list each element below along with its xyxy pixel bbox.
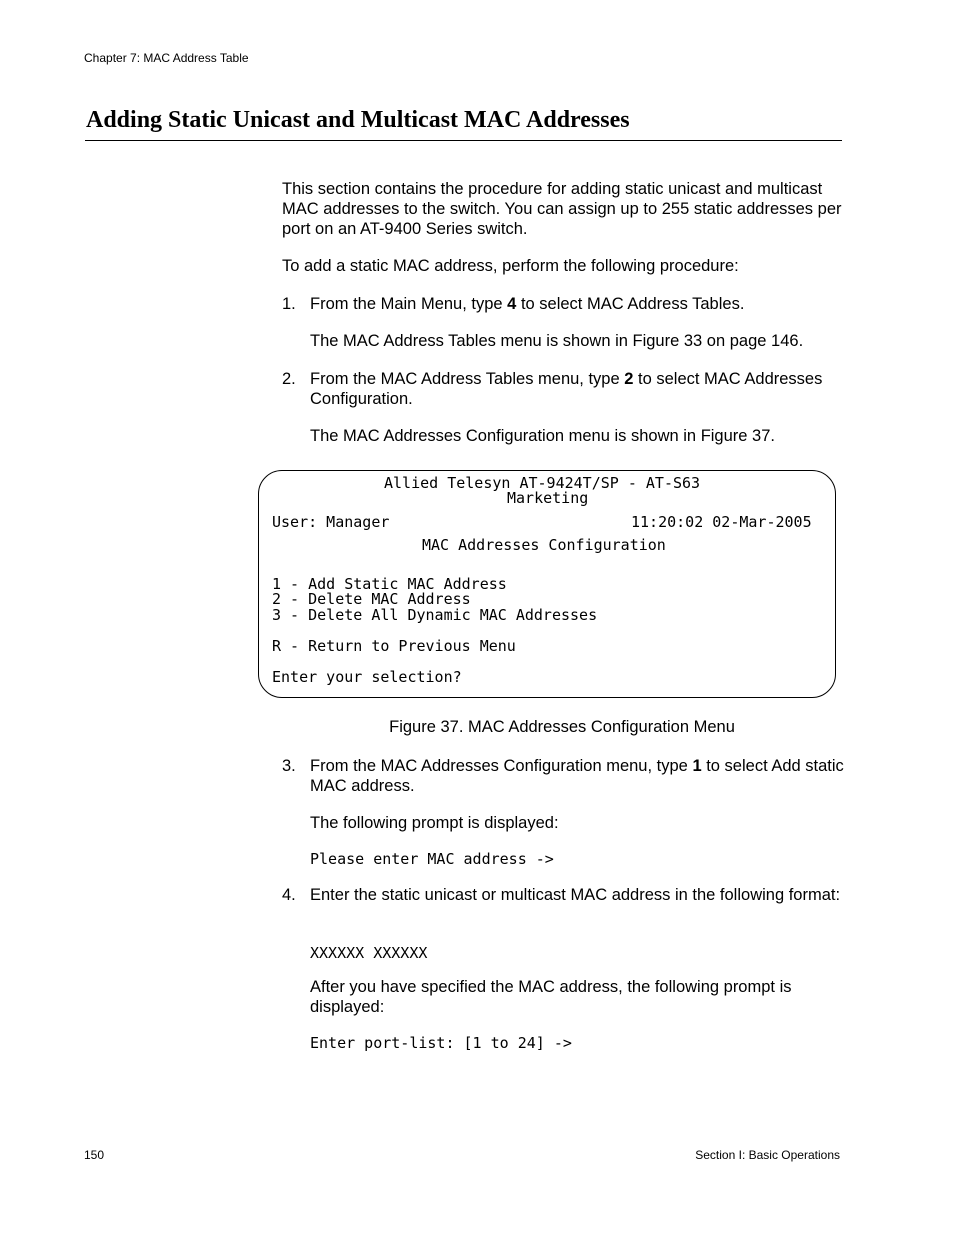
page-number: 150	[84, 1148, 105, 1162]
terminal-option-2: 2 - Delete MAC Address	[272, 590, 471, 608]
terminal-return-option: R - Return to Previous Menu	[272, 637, 516, 655]
step-3-text: From the MAC Addresses Configuration menu, type 1 to select Add static MAC address.	[310, 757, 844, 795]
step-1-text: From the Main Menu, type 4 to select MAC Address Tables.	[310, 295, 745, 313]
step-2-key: 2	[624, 370, 634, 388]
terminal-user: User: Manager	[272, 513, 390, 531]
terminal-option-3: 3 - Delete All Dynamic MAC Addresses	[272, 606, 598, 624]
running-footer: Section I: Basic Operations	[695, 1148, 840, 1162]
title-rule	[85, 140, 842, 141]
step-4-code-2: Enter port-list: [1 to 24] ->	[310, 1034, 572, 1052]
step-2-text: From the MAC Address Tables menu, type 2 to select MAC Addresses Configuration.	[310, 370, 823, 408]
step-4-note: After you have specified the MAC address, the following prompt is displayed:	[310, 978, 792, 1016]
terminal-prompt: Enter your selection?	[272, 668, 462, 686]
step-1-number: 1.	[282, 295, 296, 313]
step-3-code: Please enter MAC address ->	[310, 850, 554, 868]
intro-paragraph: This section contains the procedure for adding static unicast and multicast MAC addresses to the switch. You can assign up to 255 static addresses per port on an AT-9400 Series switch.	[282, 180, 842, 238]
figure-caption: Figure 37. MAC Addresses Configuration Menu	[389, 718, 735, 736]
terminal-location: Marketing	[507, 489, 589, 507]
step-3-number: 3.	[282, 757, 296, 775]
running-header: Chapter 7: MAC Address Table	[84, 51, 249, 65]
procedure-lead: To add a static MAC address, perform the following procedure:	[282, 257, 739, 275]
step-2-number: 2.	[282, 370, 296, 388]
section-title: Adding Static Unicast and Multicast MAC Addresses	[86, 107, 630, 133]
step-1-note: The MAC Address Tables menu is shown in Figure 33 on page 146.	[310, 332, 804, 350]
terminal-title: Allied Telesyn AT-9424T/SP - AT-S63	[384, 474, 701, 492]
step-3-key: 1	[692, 757, 702, 775]
step-4-number: 4.	[282, 886, 296, 904]
terminal-option-1: 1 - Add Static MAC Address	[272, 575, 507, 593]
terminal-menu-title: MAC Addresses Configuration	[422, 536, 666, 554]
step-1-key: 4	[507, 295, 517, 313]
step-3-note: The following prompt is displayed:	[310, 814, 559, 832]
terminal-datetime: 11:20:02 02-Mar-2005	[631, 513, 812, 531]
step-4-text: Enter the static unicast or multicast MAC address in the following format:	[310, 886, 841, 904]
step-2-note: The MAC Addresses Configuration menu is shown in Figure 37.	[310, 427, 775, 445]
step-4-code: XXXXXX XXXXXX	[310, 944, 428, 962]
